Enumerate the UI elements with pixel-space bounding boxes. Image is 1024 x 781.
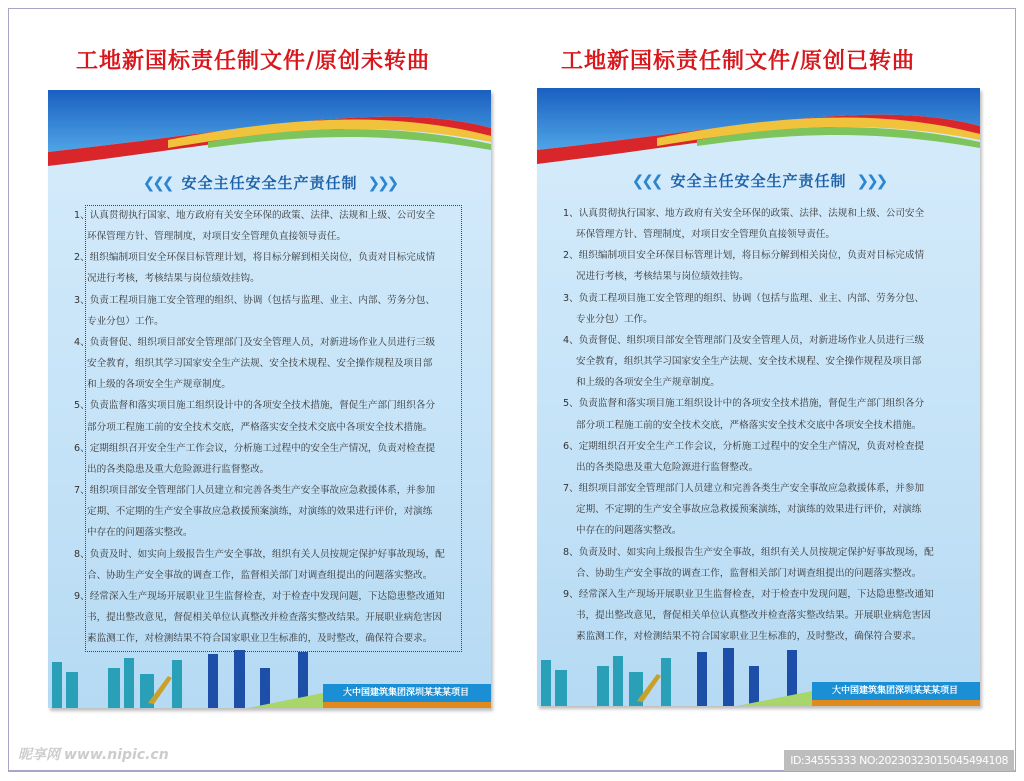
poster-title: ❮❮❮ 安全主任安全生产责任制 ❯❯❯ (142, 174, 397, 192)
heading-right: 工地新国标责任制文件/原创已转曲 (561, 49, 916, 74)
list-item-line: 定期、不定期的生产安全事故应急救援预案演练，对演练的效果进行评价，对演练 (576, 504, 922, 516)
list-item (563, 288, 949, 330)
list-item-line: 专业分包）工作。 (576, 313, 653, 325)
chevrons-right-icon: ❯❯❯ (856, 172, 886, 190)
list-item-line: 1、认真贯彻执行国家、地方政府有关安全环保的政策、法律、法规和上级、公司安全 (74, 210, 436, 221)
poster-right (537, 88, 980, 706)
list-item (74, 586, 460, 649)
list-item-line: 7、组织项目部安全管理部门人员建立和完善各类生产安全事故应急救援体系，并参加 (74, 485, 436, 497)
list-item-line: 8、负责及时、如实向上级报告生产安全事故，组织有关人员按规定保护好事故现场，配 (74, 548, 445, 560)
city-workers-graphic (48, 648, 491, 708)
list-item-line: 9、经常深入生产现场开展职业卫生监督检查，对于检查中发现问题，下达隐患整改通知 (563, 588, 934, 600)
list-item (563, 584, 949, 647)
list-item-line: 7、组织项目部安全管理部门人员建立和完善各类生产安全事故应急救援体系，并参加 (563, 483, 925, 495)
list-item (74, 247, 460, 289)
list-item-line: 6、定期组织召开安全生产工作会议，分析施工过程中的安全生产情况，负责对检查提 (74, 442, 436, 454)
list-item-line: 3、负责工程项目施工安全管理的组织、协调（包括与监理、业主、内部、劳务分包、 (74, 294, 436, 306)
list-item-line: 5、负责监督和落实项目施工组织设计中的各项安全技术措施，督促生产部门组织各分 (74, 400, 436, 412)
list-item (563, 436, 949, 478)
list-item-line: 2、组织编制项目安全环保目标管理计划，将目标分解到相关岗位，负责对目标完成情 (74, 252, 436, 264)
footer-project-name: 大中国建筑集团深圳某某某项目 (342, 688, 469, 698)
list-item (563, 203, 949, 245)
header-wave-graphic (48, 90, 491, 170)
list-item-line: 9、经常深入生产现场开展职业卫生监督检查，对于检查中发现问题，下达隐患整改通知 (74, 590, 445, 602)
list-item-line: 定期、不定期的生产安全事故应急救援预案演练，对演练的效果进行评价，对演练 (87, 506, 433, 518)
list-item-line: 中存在的问题落实整改。 (87, 527, 193, 539)
list-item-line: 素监测工作，对检测结果不符合国家职业卫生标准的，及时整改，确保符合要求。 (87, 633, 433, 645)
list-item-line: 书，提出整改意见，督促相关单位认真整改并检查落实整改结果。开展职业病危害因 (576, 609, 931, 621)
list-item-line: 中存在的问题落实整改。 (576, 525, 682, 537)
city-workers-graphic (537, 646, 980, 706)
footer-project-name: 大中国建筑集团深圳某某某项目 (831, 686, 958, 696)
header-wave-graphic (537, 88, 980, 168)
watermark-id: ID:34555333 NO:20230323015045494108 (784, 750, 1014, 771)
chevrons-left-icon: ❮❮❮ (631, 172, 661, 190)
list-item (74, 480, 460, 543)
list-item-line: 4、负责督促、组织项目部安全管理部门及安全管理人员，对新进场作业人员进行三级 (563, 334, 925, 346)
list-item (563, 478, 949, 541)
list-item-line: 况进行考核，考核结果与岗位绩效挂钩。 (87, 273, 260, 285)
list-item (74, 290, 460, 332)
list-item-line: 素监测工作，对检测结果不符合国家职业卫生标准的，及时整改，确保符合要求。 (576, 631, 922, 643)
list-item-line: 环保管理方针、管理制度，对项目安全管理负直接领导责任。 (87, 231, 347, 243)
list-item-line: 合、协助生产安全事故的调查工作，监督相关部门对调查组提出的问题落实整改。 (576, 567, 922, 579)
list-item-line: 1、认真贯彻执行国家、地方政府有关安全环保的政策、法律、法规和上级、公司安全 (563, 208, 925, 219)
list-item (74, 395, 460, 437)
list-item (74, 544, 460, 586)
poster-left (48, 90, 491, 708)
list-item-line: 合、协助生产安全事故的调查工作，监督相关部门对调查组提出的问题落实整改。 (87, 569, 433, 581)
responsibility-list (563, 203, 949, 647)
list-item-line: 安全教育，组织其学习国家安全生产法规、安全技术规程、安全操作规程及项目部 (87, 358, 433, 370)
list-item (74, 205, 460, 247)
list-item-line: 专业分包）工作。 (87, 315, 164, 327)
list-item (563, 245, 949, 287)
list-item (74, 332, 460, 395)
watermark-logo: 昵享网 www.nipic.cn (18, 747, 169, 763)
list-item-line: 况进行考核，考核结果与岗位绩效挂钩。 (576, 271, 749, 283)
list-item-line: 环保管理方针、管理制度，对项目安全管理负直接领导责任。 (576, 229, 836, 241)
list-item-line: 4、负责督促、组织项目部安全管理部门及安全管理人员，对新进场作业人员进行三级 (74, 336, 436, 348)
list-item (563, 393, 949, 435)
list-item-line: 出的各类隐患及重大危险源进行监督整改。 (87, 463, 270, 475)
list-item-line: 8、负责及时、如实向上级报告生产安全事故，组织有关人员按规定保护好事故现场，配 (563, 546, 934, 558)
list-item (563, 330, 949, 393)
list-item-line: 部分项工程施工前的安全技术交底，严格落实安全技术交底中各项安全技术措施。 (576, 419, 922, 431)
heading-left: 工地新国标责任制文件/原创未转曲 (76, 49, 431, 74)
chevrons-left-icon: ❮❮❮ (142, 174, 172, 192)
list-item-line: 安全教育，组织其学习国家安全生产法规、安全技术规程、安全操作规程及项目部 (576, 356, 922, 368)
poster-title: ❮❮❮ 安全主任安全生产责任制 ❯❯❯ (631, 172, 886, 190)
list-item-line: 和上级的各项安全生产规章制度。 (576, 377, 720, 389)
list-item-line: 出的各类隐患及重大危险源进行监督整改。 (576, 461, 759, 473)
list-item-line: 3、负责工程项目施工安全管理的组织、协调（包括与监理、业主、内部、劳务分包、 (563, 292, 925, 304)
list-item-line: 部分项工程施工前的安全技术交底，严格落实安全技术交底中各项安全技术措施。 (87, 421, 433, 433)
responsibility-list (74, 205, 460, 649)
list-item (74, 438, 460, 480)
list-item-line: 和上级的各项安全生产规章制度。 (87, 379, 231, 391)
list-item-line: 6、定期组织召开安全生产工作会议，分析施工过程中的安全生产情况，负责对检查提 (563, 440, 925, 452)
list-item-line: 书，提出整改意见，督促相关单位认真整改并检查落实整改结果。开展职业病危害因 (87, 611, 442, 623)
list-item-line: 2、组织编制项目安全环保目标管理计划，将目标分解到相关岗位，负责对目标完成情 (563, 250, 925, 262)
list-item (563, 542, 949, 584)
chevrons-right-icon: ❯❯❯ (367, 174, 397, 192)
list-item-line: 5、负责监督和落实项目施工组织设计中的各项安全技术措施，督促生产部门组织各分 (563, 398, 925, 410)
